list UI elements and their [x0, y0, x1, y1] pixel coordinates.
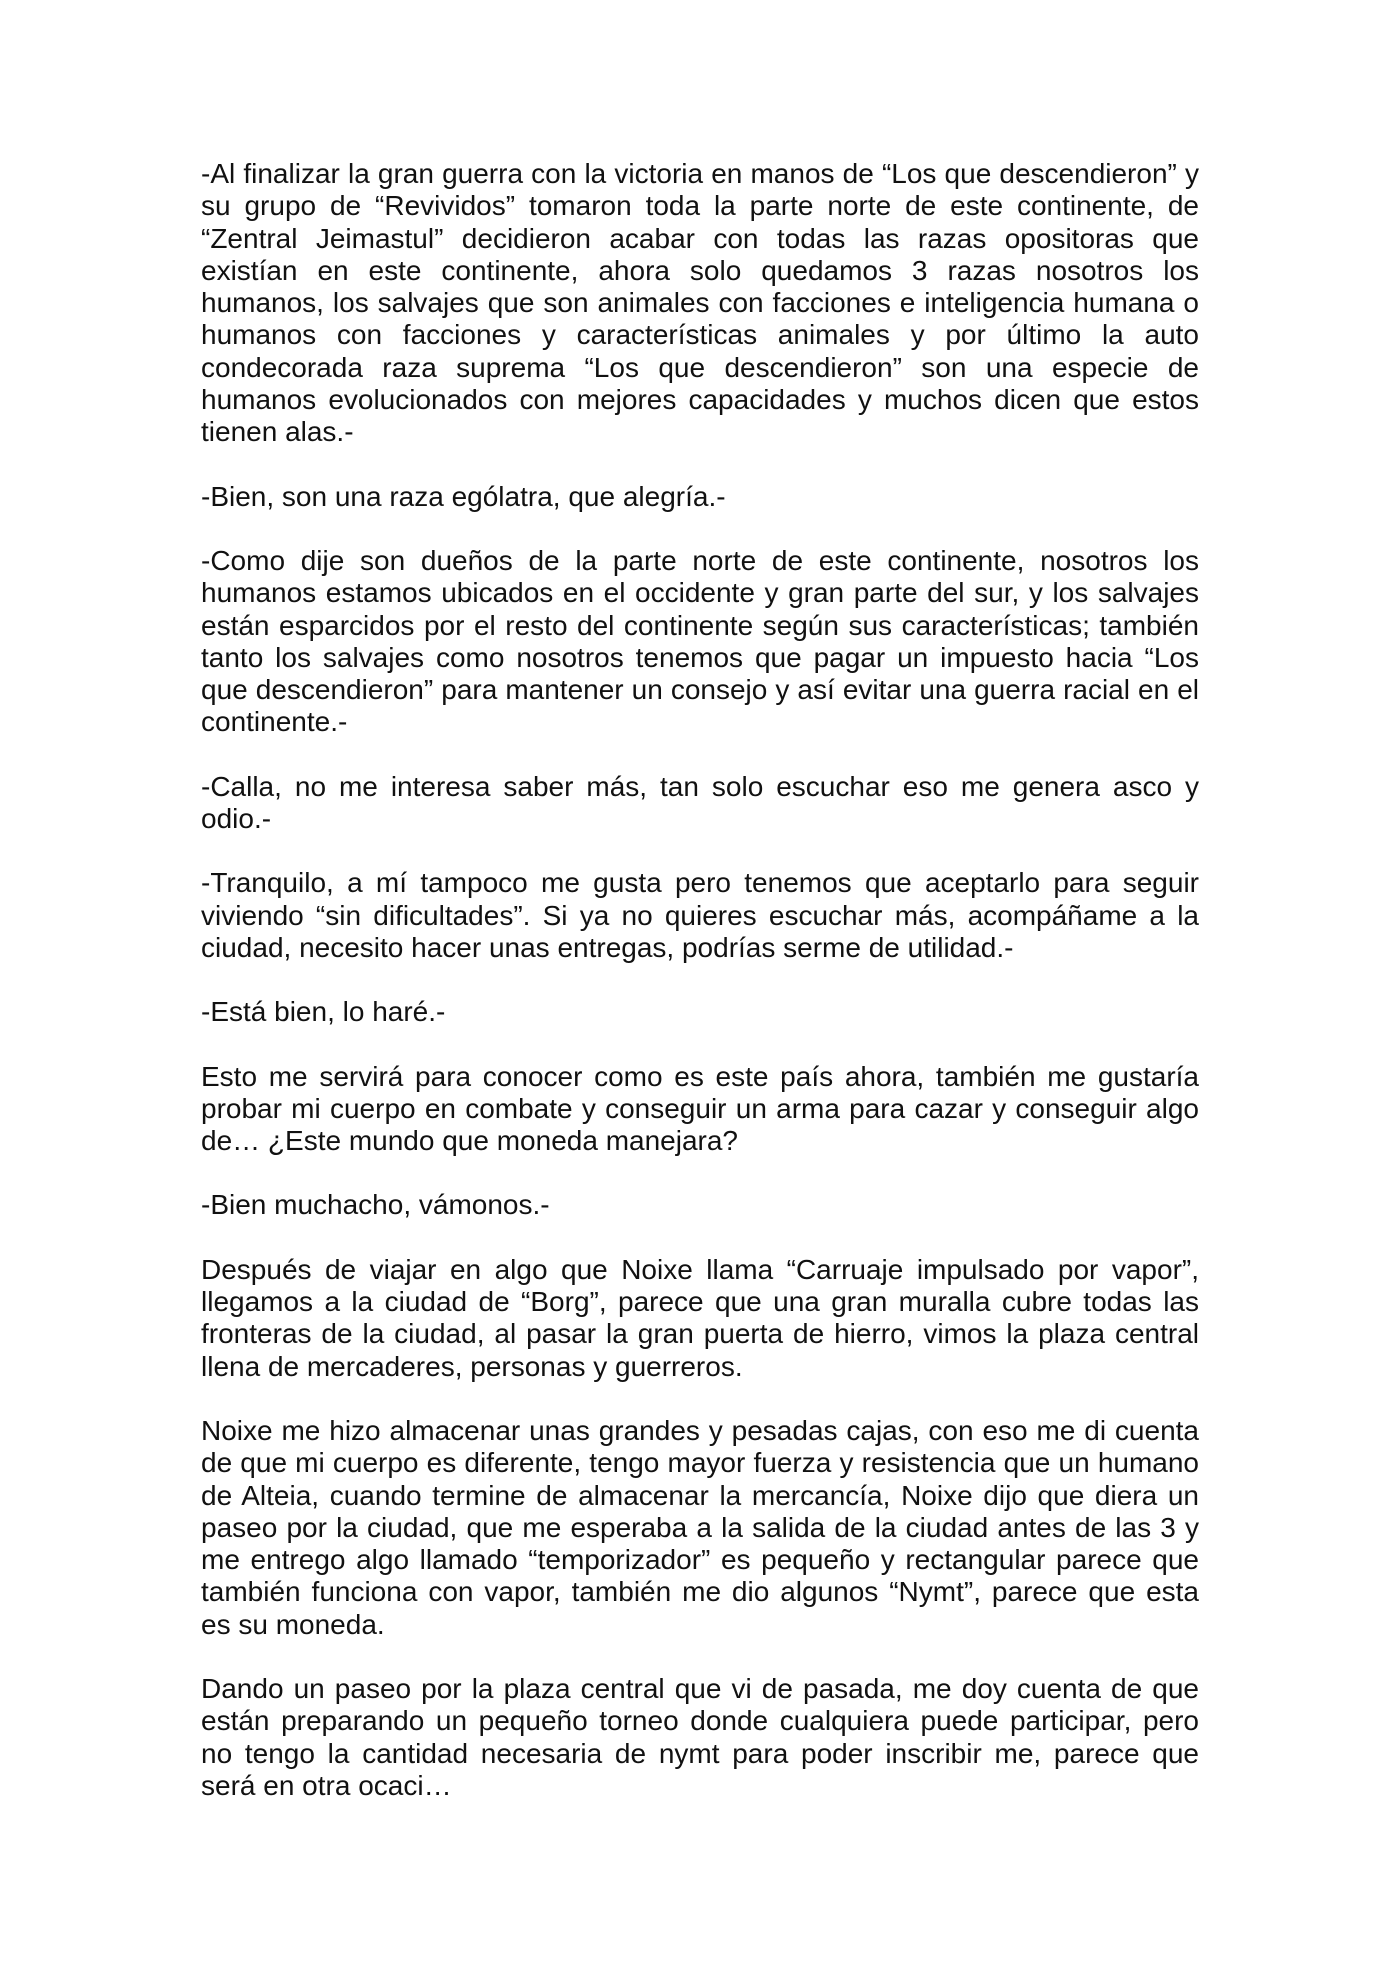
paragraph-2: -Bien, son una raza ególatra, que alegría.-	[201, 480, 726, 512]
paragraph-1: -Al finalizar la gran guerra con la victoria en manos de “Los que descendieron” y su grupo de “Revividos” tomaron toda la parte norte de este continente, de “Zentral Jeimastul” decidieron acabar con todas las razas opositoras que existían en este continente, ahora solo quedamos 3 razas nosotros los humanos, los salvajes que son animales con facciones e inteligencia humana o humanos con facciones y características animales y por último la auto condecorada raza suprema “Los que descendieron” son una especie de humanos evolucionados con mejores capacidades y muchos dicen que estos tienen alas.-	[201, 158, 1199, 448]
paragraph-3: -Como dije son dueños de la parte norte de este continente, nosotros los humanos estamos ubicados en el occidente y gran parte del sur, y los salvajes están esparcidos por el resto del continente según sus características; también tanto los salvajes como nosotros tenemos que pagar un impuesto hacia “Los que descendieron” para mantener un consejo y así evitar una guerra racial en el continente.-	[201, 544, 1199, 738]
paragraph-10: Noixe me hizo almacenar unas grandes y pesadas cajas, con eso me di cuenta de que mi cuerpo es diferente, tengo mayor fuerza y resistencia que un humano de Alteia, cuando termine de almacenar la mercancía, Noixe dijo que diera un paseo por la ciudad, que me esperaba a la salida de la ciudad antes de las 3 y me entrego algo llamado “temporizador” es pequeño y rectangular parece que también funciona con vapor, también me dio algunos “Nymt”, parece que esta es su moneda.	[201, 1414, 1199, 1640]
paragraph-11: Dando un paseo por la plaza central que vi de pasada, me doy cuenta de que están preparando un pequeño torneo donde cualquiera puede participar, pero no tengo la cantidad necesaria de nymt para poder inscribir me, parece que será en otra ocaci…	[201, 1672, 1199, 1801]
paragraph-5: -Tranquilo, a mí tampoco me gusta pero tenemos que aceptarlo para seguir viviendo “sin dificultades”. Si ya no quieres escuchar más, acompáñame a la ciudad, necesito hacer unas entregas, podrías serme de utilidad.-	[201, 867, 1199, 963]
document-page	[201, 158, 1199, 1802]
paragraph-8: -Bien muchacho, vámonos.-	[201, 1189, 550, 1221]
paragraph-7: Esto me servirá para conocer como es este país ahora, también me gustaría probar mi cuerpo en combate y conseguir un arma para cazar y conseguir algo de… ¿Este mundo que moneda manejara?	[201, 1060, 1199, 1157]
paragraph-6: -Está bien, lo haré.-	[201, 996, 446, 1028]
paragraph-9: Después de viajar en algo que Noixe llama “Carruaje impulsado por vapor”, llegamos a la ciudad de “Borg”, parece que una gran muralla cubre todas las fronteras de la ciudad, al pasar la gran puerta de hierro, vimos la plaza central llena de mercaderes, personas y guerreros.	[201, 1253, 1199, 1382]
paragraph-4: -Calla, no me interesa saber más, tan solo escuchar eso me genera asco y odio.-	[201, 770, 1199, 835]
